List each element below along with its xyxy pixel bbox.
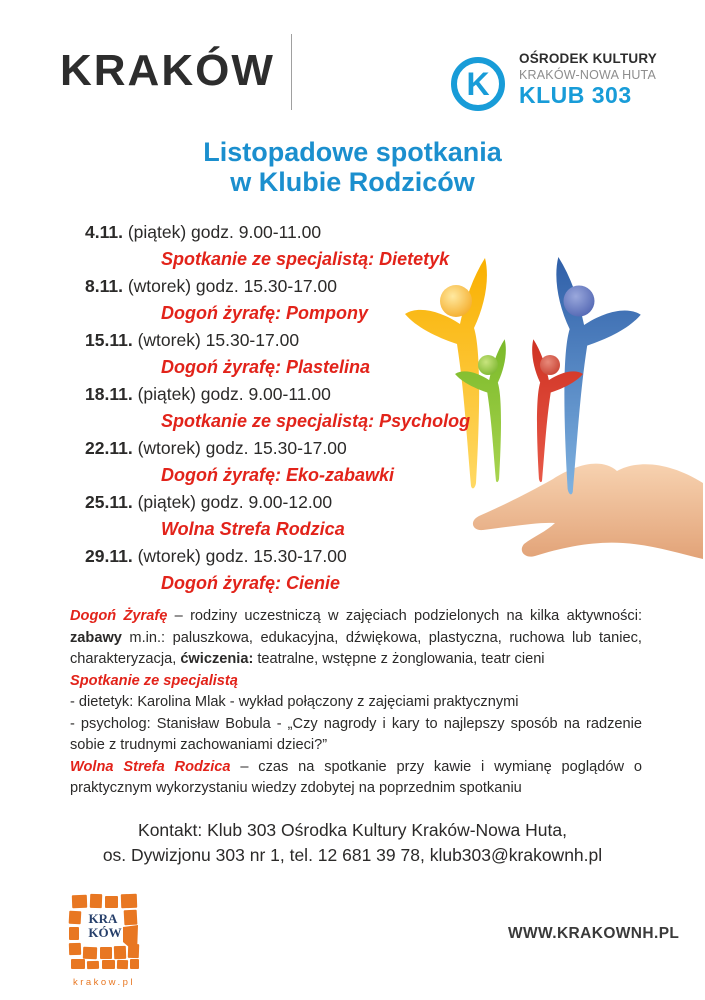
schedule-details: (wtorek) godz. 15.30-17.00 — [127, 276, 337, 296]
schedule-details: (wtorek) godz. 15.30-17.00 — [137, 546, 347, 566]
schedule-date-line — [85, 219, 575, 246]
page-title — [0, 137, 705, 197]
schedule-list — [85, 219, 575, 597]
schedule-event: Spotkanie ze specjalistą: Dietetyk — [161, 249, 450, 269]
schedule-date-line — [85, 381, 575, 408]
website-url: WWW.KRAKOWNH.PL — [508, 925, 680, 942]
schedule-date: 25.11. — [85, 492, 133, 512]
schedule-event: Wolna Strefa Rodzica — [161, 519, 345, 539]
descriptions — [70, 606, 642, 800]
wolna-strefa-lead: Wolna Strefa Rodzica — [70, 758, 231, 775]
schedule-date-line — [85, 489, 575, 516]
krakow-pl-logo — [66, 892, 150, 990]
schedule-date: 18.11. — [85, 384, 133, 404]
krakow-wordmark: KRAKÓW — [60, 46, 275, 95]
schedule-details: (piątek) godz. 9.00-11.00 — [127, 222, 322, 242]
spec-item-dietetyk: - dietetyk: Karolina Mlak - wykład połączony z zajęciami praktycznymi — [70, 694, 519, 710]
schedule-date: 22.11. — [85, 438, 133, 458]
schedule-event: Spotkanie ze specjalistą: Psycholog — [161, 411, 471, 431]
schedule-date-line — [85, 543, 575, 570]
title-line-1: Listopadowe spotkania — [203, 137, 502, 167]
schedule-details: (wtorek) 15.30-17.00 — [137, 330, 300, 350]
schedule-details: (wtorek) godz. 15.30-17.00 — [137, 438, 347, 458]
klub303-k-icon — [450, 56, 506, 112]
svg-text:K: K — [466, 66, 490, 102]
spec-item-psycholog: - psycholog: Stanisław Bobula - „Czy nagrody i kary to najlepszy sposób na radzenie sobie z trudnymi zachowaniami dzieci?” — [70, 715, 642, 753]
spec-heading: Spotkanie ze specjalistą — [70, 672, 238, 689]
schedule-date: 15.11. — [85, 330, 133, 350]
schedule-event: Dogoń żyrafę: Cienie — [161, 573, 341, 593]
schedule-date: 4.11. — [85, 222, 123, 242]
schedule-date: 29.11. — [85, 546, 133, 566]
schedule-event: Dogoń żyrafę: Plastelina — [161, 357, 371, 377]
schedule-date-line — [85, 273, 575, 300]
schedule-details: (piątek) godz. 9.00-11.00 — [137, 384, 331, 404]
krakow-logo-text-bottom: KÓW — [88, 925, 122, 940]
contact-line-2: os. Dywizjonu 303 nr 1, tel. 12 681 39 78, klub303@krakownh.pl — [102, 845, 603, 865]
wolna-strefa-text: – czas na spotkanie przy kawie i wymianę poglądów o praktycznym wykorzystaniu wiedzy zdobytej na poprzednim spotkaniu — [70, 758, 642, 796]
dogon-text-2: m.in.: paluszkowa, edukacyjna, dźwiękowa, plastyczna, ruchowa lub taniec, charakteryzacja, — [70, 629, 642, 667]
contact-info — [0, 818, 705, 868]
schedule-event: Dogoń żyrafę: Pompony — [161, 303, 369, 323]
dogon-zyrafe-lead: Dogoń Żyrafę — [70, 608, 168, 624]
title-line-2: w Klubie Rodziców — [230, 167, 475, 197]
klub-branch-name: KRAKÓW-NOWA HUTA — [519, 67, 657, 82]
klub-org-name: OŚRODEK KULTURY — [519, 51, 657, 66]
contact-line-1: Kontakt: Klub 303 Ośrodka Kultury Kraków-Nowa Huta, — [138, 820, 567, 840]
schedule-date: 8.11. — [85, 276, 123, 296]
schedule-date-line — [85, 327, 575, 354]
klub-club-name: KLUB 303 — [519, 82, 632, 108]
dogon-text-3: teatralne, wstępne z żonglowania, teatr cieni — [253, 651, 545, 667]
dogon-text-1: – rodziny uczestniczą w zajęciach podzielonych na kilka aktywności: — [167, 608, 642, 624]
klub303-logo — [450, 51, 680, 116]
schedule-date-line — [85, 435, 575, 462]
schedule-details: (piątek) godz. 9.00-12.00 — [137, 492, 333, 512]
header-divider — [291, 34, 292, 110]
schedule-event: Dogoń żyrafę: Eko-zabawki — [161, 465, 395, 485]
dogon-zyrafe-description — [70, 606, 642, 671]
krakow-logo-url: krakow.pl — [72, 977, 136, 988]
dogon-bold-2: ćwiczenia: — [180, 651, 254, 667]
krakow-logo-text-top: KRA — [88, 911, 118, 926]
dogon-bold-1: zabawy — [70, 629, 122, 646]
wolna-strefa-description — [70, 757, 642, 800]
